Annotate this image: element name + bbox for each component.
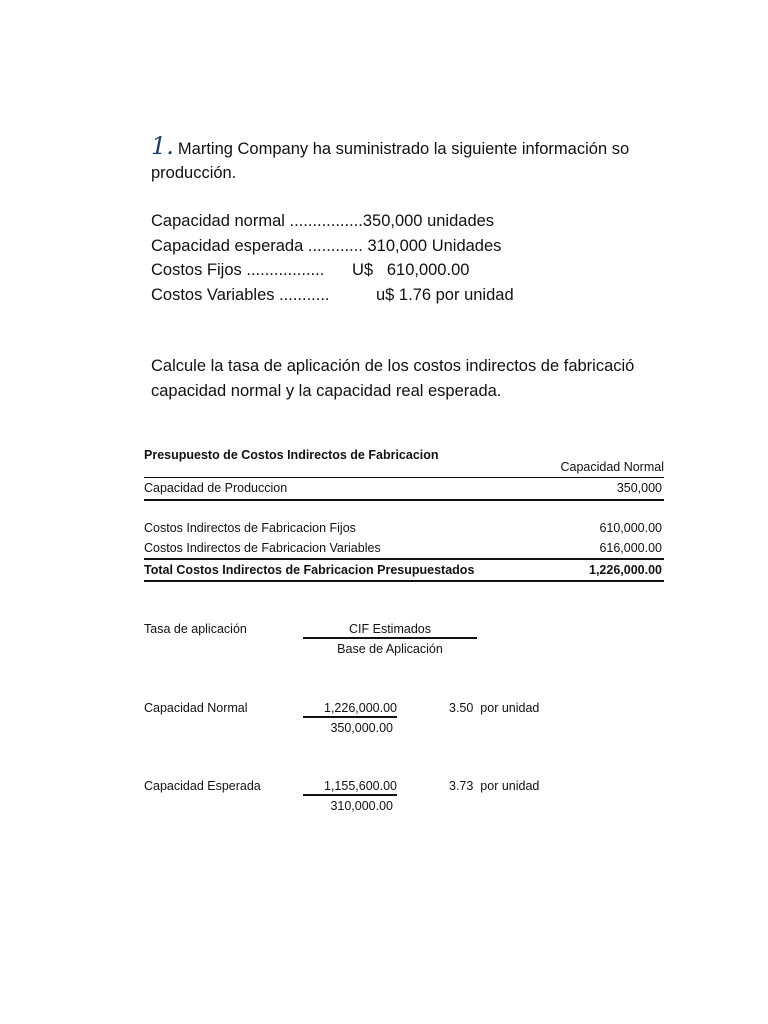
budget-column-header: Capacidad Normal xyxy=(560,460,664,474)
row-label: Costos Indirectos de Fabricacion Variables xyxy=(144,541,381,555)
row-value: 350,000 xyxy=(616,481,662,495)
question-line-1 xyxy=(151,134,668,161)
case-result-unit: por unidad xyxy=(480,779,540,793)
rate-denominator-label: Base de Aplicación xyxy=(337,642,443,656)
row-label: Capacidad de Produccion xyxy=(144,481,288,495)
case-denominator: 310,000.00 xyxy=(330,799,393,813)
case-label: Capacidad Esperada xyxy=(144,779,261,793)
table-rule xyxy=(144,580,664,582)
instruction-block xyxy=(151,354,668,403)
spec-value: u$ 1.76 por unidad xyxy=(376,285,514,304)
row-value: 610,000.00 xyxy=(599,521,662,535)
table-row xyxy=(144,521,664,539)
table-rule xyxy=(144,477,664,478)
case-numerator: 1,226,000.00 xyxy=(303,701,397,718)
table-rule xyxy=(144,499,664,501)
spec-value: U$ 610,000.00 xyxy=(352,261,470,279)
spec-value: 310,000 Unidades xyxy=(367,236,502,255)
question-line-2: producción. xyxy=(151,164,237,182)
budget-title: Presupuesto de Costos Indirectos de Fabricacion xyxy=(144,448,439,462)
row-value: 1,226,000.00 xyxy=(589,563,662,577)
case-result xyxy=(449,779,539,793)
table-rule xyxy=(144,558,664,560)
spec-label: Capacidad esperada ............ xyxy=(151,236,363,255)
rate-numerator-label: CIF Estimados xyxy=(303,622,477,639)
spec-costos-fijos xyxy=(151,258,668,283)
spec-label: Costos Fijos ................. xyxy=(151,261,325,279)
instruction-line-1: Calcule la tasa de aplicación de los costos indirectos de fabricació xyxy=(151,357,635,375)
spec-label: Capacidad normal ................ xyxy=(151,212,363,230)
row-value: 616,000.00 xyxy=(599,541,662,555)
instruction-line-2: capacidad normal y la capacidad real esperada. xyxy=(151,381,502,400)
case-result-value: 3.50 xyxy=(449,701,474,715)
spec-label: Costos Variables ........... xyxy=(151,285,330,304)
row-label: Total Costos Indirectos de Fabricacion Presupuestados xyxy=(144,563,475,577)
case-label: Capacidad Normal xyxy=(144,701,248,715)
table-row xyxy=(144,481,664,499)
spec-value: 350,000 unidades xyxy=(362,212,495,230)
question-number: 1. xyxy=(151,134,174,160)
case-result xyxy=(449,701,539,715)
case-result-value: 3.73 xyxy=(449,779,474,793)
case-numerator: 1,155,600.00 xyxy=(303,779,397,796)
row-label: Costos Indirectos de Fabricacion Fijos xyxy=(144,521,356,535)
case-denominator: 350,000.00 xyxy=(330,721,393,735)
table-total-row xyxy=(144,563,664,581)
spec-capacidad-normal xyxy=(151,209,668,234)
spec-capacidad-esperada xyxy=(151,234,668,259)
rate-label: Tasa de aplicación xyxy=(144,622,247,636)
question-text-1: Marting Company ha suministrado la siguiente información so xyxy=(177,140,630,158)
question-block xyxy=(151,134,668,307)
case-result-unit: por unidad xyxy=(480,701,540,715)
table-row xyxy=(144,541,664,559)
spec-costos-variables xyxy=(151,283,668,308)
